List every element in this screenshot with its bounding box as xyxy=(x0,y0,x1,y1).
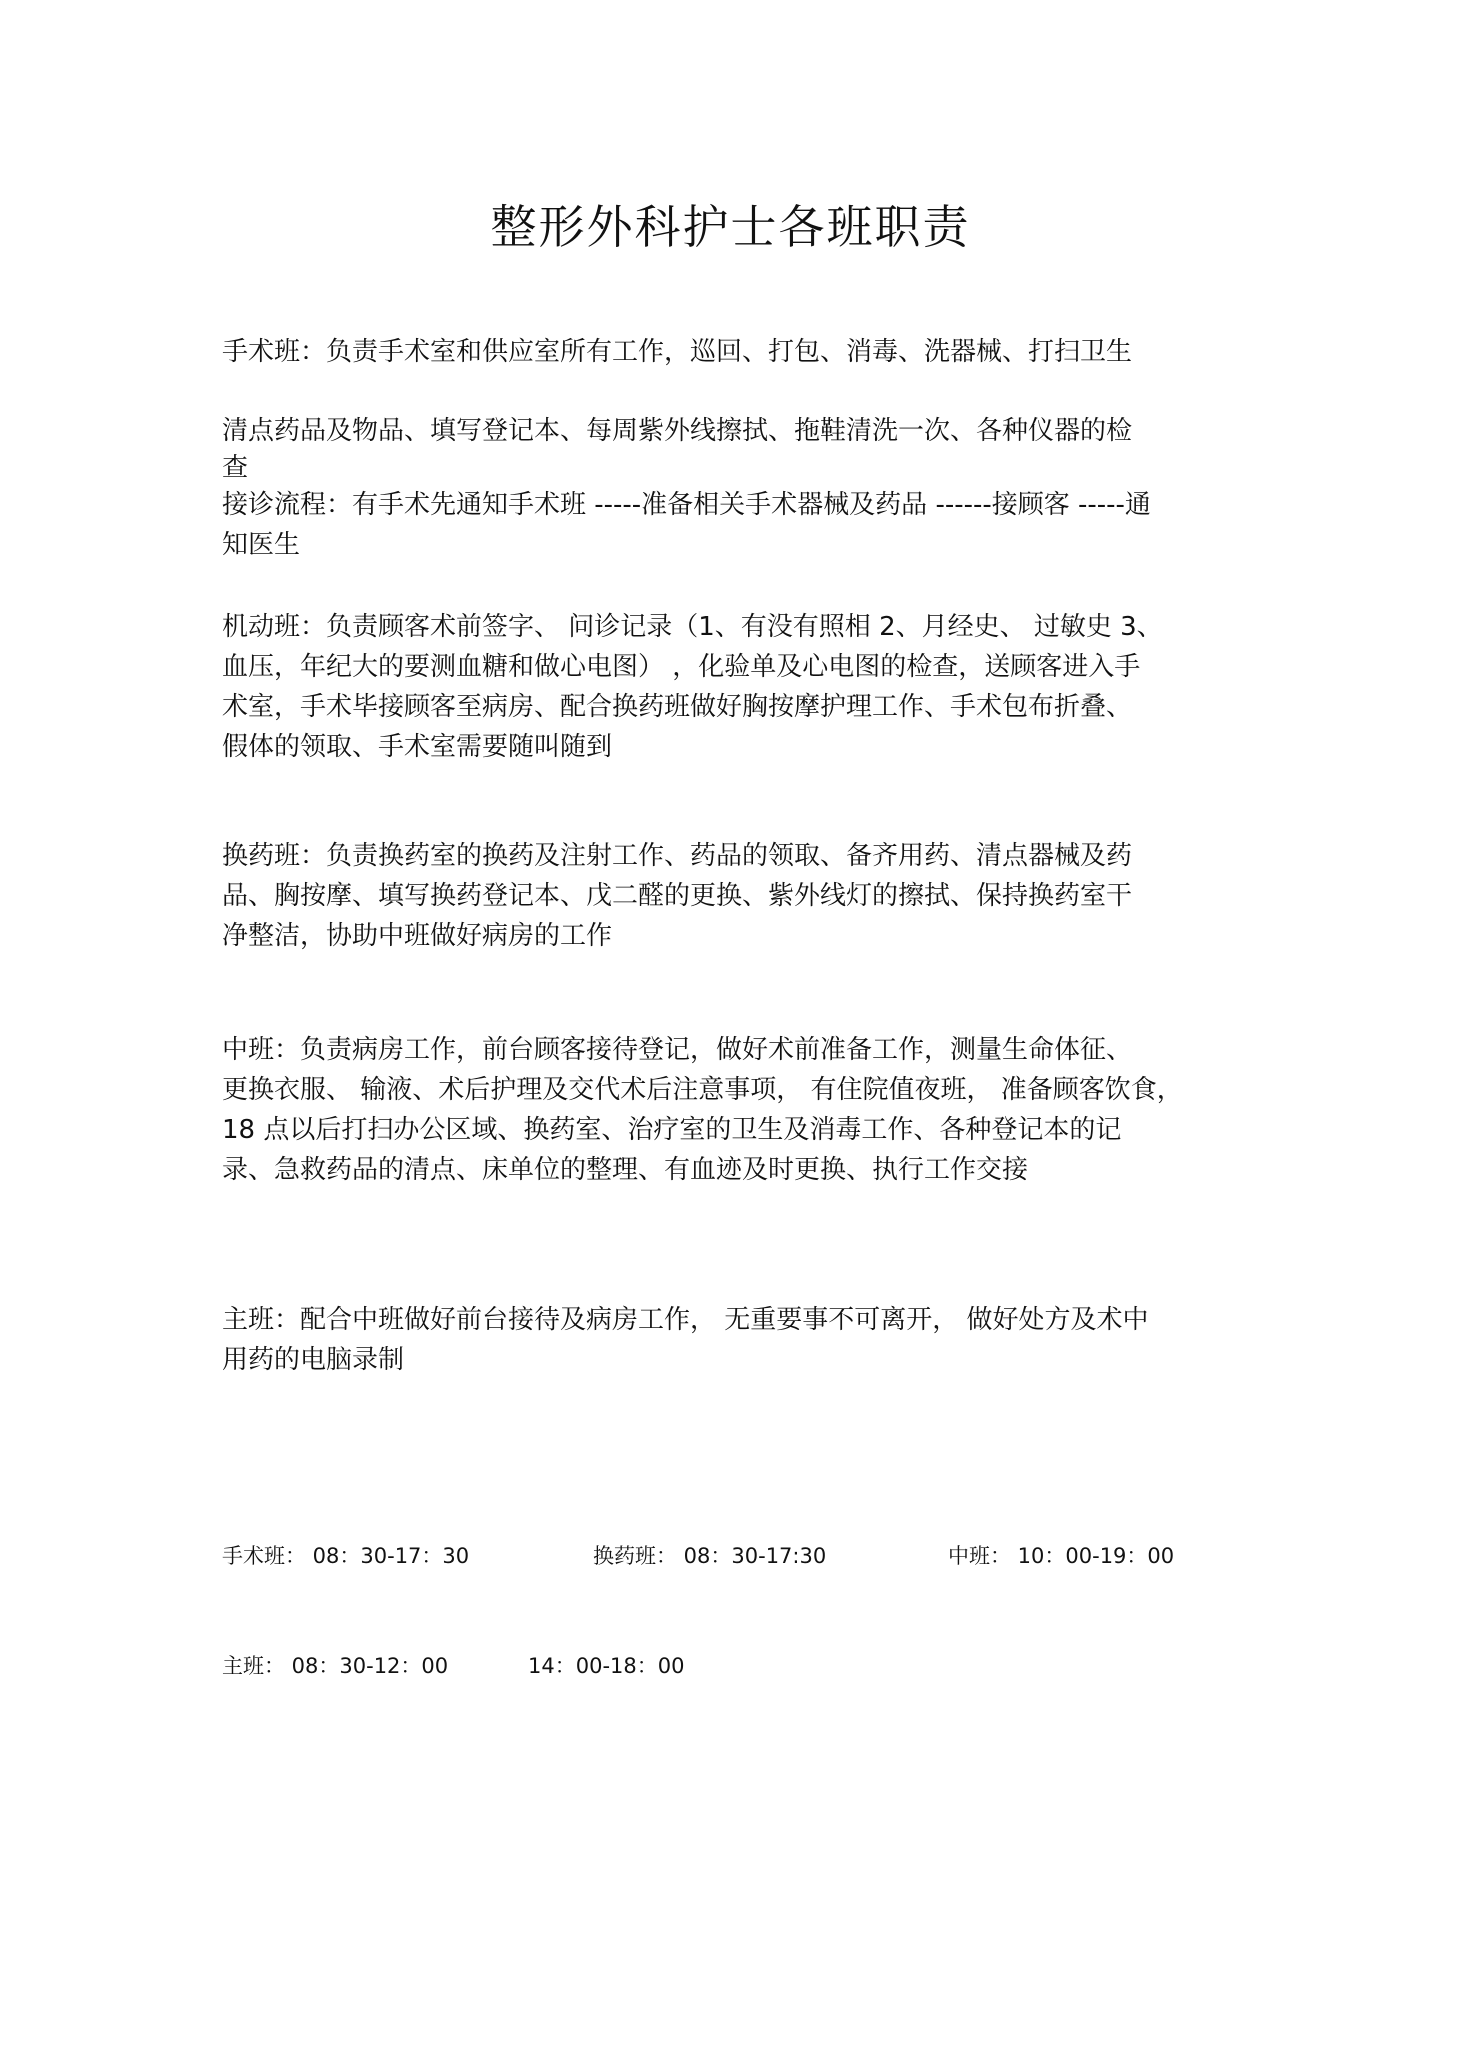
text-line: 清点药品及物品、填写登记本、每周紫外线擦拭、拖鞋清洗一次、各种仪器的检 xyxy=(222,416,1133,446)
paragraph-surgery-shift xyxy=(222,332,1252,372)
text-line: 18 点以后打扫办公区域、换药室、治疗室的卫生及消毒工作、各种登记本的记 xyxy=(222,1115,1122,1145)
paragraph-middle-shift xyxy=(222,1030,1252,1190)
schedule-main-afternoon: 14：00-18：00 xyxy=(528,1654,685,1678)
text-line: 查 xyxy=(222,453,249,483)
paragraph-mobile-shift xyxy=(222,607,1252,767)
schedule-middle: 中班： 10：00-19：00 xyxy=(948,1544,1175,1568)
text-line: 中班：负责病房工作，前台顾客接待登记，做好术前准备工作，测量生命体征、 xyxy=(222,1035,1133,1065)
document-title: 整形外科护士各班职责 xyxy=(490,200,971,254)
text-line: 用药的电脑录制 xyxy=(222,1345,405,1375)
text-line: 机动班：负责顾客术前签字、 问诊记录（1、有没有照相 2、月经史、 过敏史 3、 xyxy=(222,612,1163,642)
text-line: 手术班：负责手术室和供应室所有工作，巡回、打包、消毒、洗器械、打扫卫生 xyxy=(222,337,1133,367)
paragraph-main-shift xyxy=(222,1300,1252,1380)
text-line: 换药班：负责换药室的换药及注射工作、药品的领取、备齐用药、清点器械及药 xyxy=(222,841,1133,871)
paragraph-surgery-shift-cont xyxy=(222,411,1252,565)
text-line: 品、胸按摩、填写换药登记本、戊二醛的更换、紫外线灯的擦拭、保持换药室干 xyxy=(222,881,1133,911)
schedule-surgery: 手术班： 08：30-17：30 xyxy=(222,1544,470,1568)
text-line: 录、急救药品的清点、床单位的整理、有血迹及时更换、执行工作交接 xyxy=(222,1155,1029,1185)
text-line: 更换衣服、 输液、术后护理及交代术后注意事项， 有住院值夜班， 准备顾客饮食， xyxy=(222,1075,1183,1105)
paragraph-dressing-shift xyxy=(222,836,1252,956)
text-line: 血压，年纪大的要测血糖和做心电图） ，化验单及心电图的检查，送顾客进入手 xyxy=(222,652,1141,682)
text-line: 净整洁，协助中班做好病房的工作 xyxy=(222,921,613,951)
text-line: 假体的领取、手术室需要随叫随到 xyxy=(222,732,613,762)
text-line: 主班：配合中班做好前台接待及病房工作， 无重要事不可离开， 做好处方及术中 xyxy=(222,1305,1149,1335)
text-line: 接诊流程：有手术先通知手术班 -----准备相关手术器械及药品 ------接顾客 -----通 xyxy=(222,490,1151,520)
schedule-main-morning: 主班： 08：30-12：00 xyxy=(222,1654,449,1678)
schedule-dressing: 换药班： 08：30-17:30 xyxy=(593,1544,827,1568)
text-line: 术室，手术毕接顾客至病房、配合换药班做好胸按摩护理工作、手术包布折叠、 xyxy=(222,692,1133,722)
text-line: 知医生 xyxy=(222,530,301,560)
